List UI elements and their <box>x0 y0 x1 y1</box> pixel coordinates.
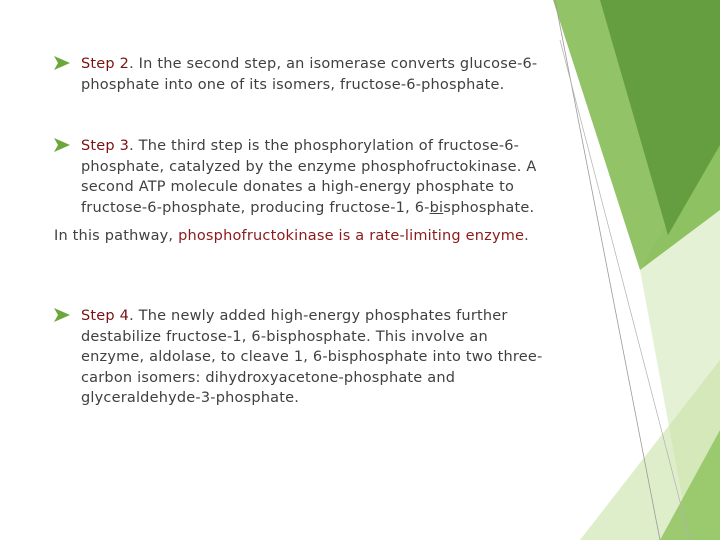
note-lead: In this pathway, <box>54 228 179 244</box>
bullet-arrow-icon <box>54 308 70 322</box>
underlined-text: bi <box>429 199 444 216</box>
step-label: Step 4 <box>81 308 130 324</box>
pathway-note <box>54 226 574 247</box>
bullet-step-4 <box>54 306 564 409</box>
bullet-arrow-icon <box>54 56 70 70</box>
bullet-arrow-icon <box>54 138 70 152</box>
step-description-end: sphosphate. <box>443 199 535 216</box>
note-tail: . <box>524 228 529 244</box>
step-label: Step 3 <box>81 138 130 154</box>
step-description: . The third step is the phosphorylation of fructose-6- phosphate, catalyzed by the enzyme phosphofructokinase. A second ATP molecule donates a high-energy phosphate to fructose-6-phosphate, producing fructose-1, 6- <box>81 138 537 216</box>
step-description: . In the second step, an isomerase converts glucose-6- phosphate into one of its isomers, fructose-6-phosphate. <box>81 56 538 93</box>
note-highlight: phosphofructokinase is a rate-limiting enzyme <box>178 228 525 244</box>
bullet-step-3 <box>54 136 564 218</box>
step-description: . The newly added high-energy phosphates further destabilize fructose-1, 6-bisphosphate. This involve an enzyme, aldolase, to cleave 1, 6-bisphosphate into two three- carbon isomers: dihydroxyacetone-phosphate and glyceraldehyde-3-phosphate. <box>81 308 543 406</box>
bullet-step-2 <box>54 54 564 95</box>
bullet-text <box>81 306 564 409</box>
step-label: Step 2 <box>81 56 130 72</box>
bullet-text <box>81 54 564 95</box>
bullet-text <box>81 136 564 218</box>
